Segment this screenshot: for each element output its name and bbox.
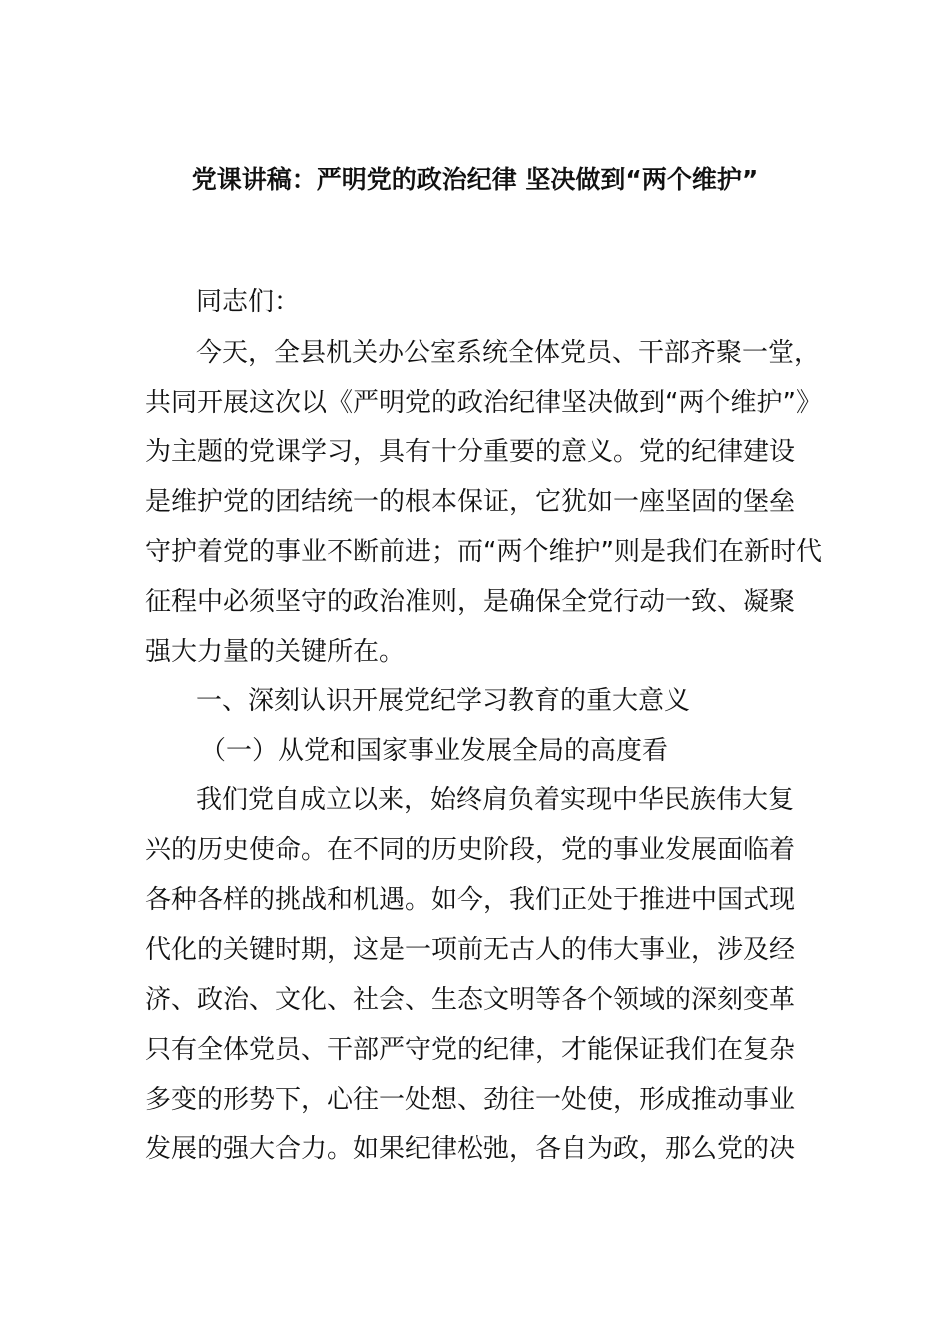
paragraph-line: 兴的历史使命。在不同的历史阶段，党的事业发展面临着 <box>145 835 796 865</box>
paragraph-line: 我们党自成立以来，始终肩负着实现中华民族伟大复 <box>196 785 795 815</box>
paragraph-line: 济、政治、文化、社会、生态文明等各个领域的深刻变革 <box>145 985 796 1015</box>
paragraph-line: 代化的关键时期，这是一项前无古人的伟大事业，涉及经 <box>145 935 796 965</box>
paragraph-line: 发展的强大合力。如果纪律松弛，各自为政，那么党的决 <box>145 1134 796 1164</box>
paragraph-line: 共同开展这次以《严明党的政治纪律坚决做到“两个维护”》 <box>145 388 822 418</box>
document-title: 党课讲稿：严明党的政治纪律 坚决做到“两个维护” <box>191 165 759 194</box>
paragraph-line: 强大力量的关键所在。 <box>145 637 406 667</box>
section-heading: 一、深刻认识开展党纪学习教育的重大意义 <box>196 686 691 716</box>
paragraph-line: 为主题的党课学习，具有十分重要的意义。党的纪律建设 <box>145 437 796 467</box>
salutation: 同志们： <box>196 287 301 317</box>
paragraph-line: 今天，全县机关办公室系统全体党员、干部齐聚一堂， <box>196 338 821 368</box>
paragraph-line: 只有全体党员、干部严守党的纪律，才能保证我们在复杂 <box>145 1035 796 1065</box>
subsection-heading: （一）从党和国家事业发展全局的高度看 <box>200 736 669 766</box>
paragraph-line: 各种各样的挑战和机遇。如今，我们正处于推进中国式现 <box>145 885 796 915</box>
paragraph-line: 是维护党的团结统一的根本保证，它犹如一座坚固的堡垒 <box>145 487 796 517</box>
paragraph-line: 守护着党的事业不断前进；而“两个维护”则是我们在新时代 <box>145 537 822 567</box>
paragraph-line: 多变的形势下，心往一处想、劲往一处使，形成推动事业 <box>145 1085 796 1115</box>
paragraph-line: 征程中必须坚守的政治准则，是确保全党行动一致、凝聚 <box>145 587 796 617</box>
